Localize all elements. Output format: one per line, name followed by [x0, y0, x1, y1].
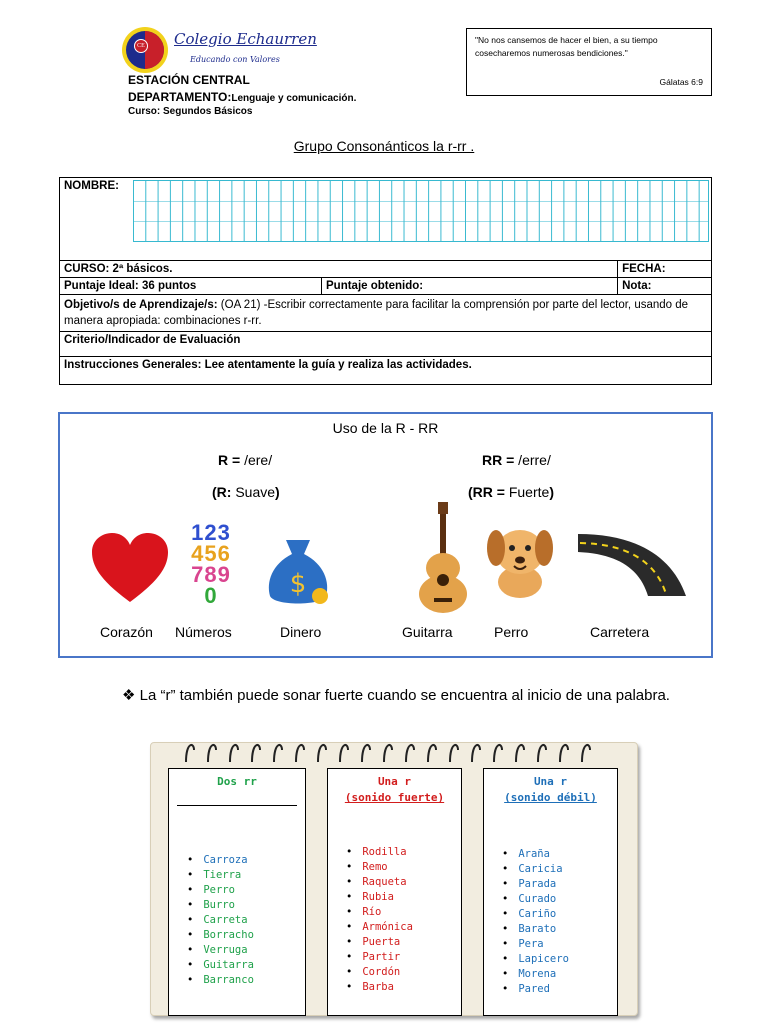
puntaje-obtenido-cell[interactable]: Puntaje obtenido: — [322, 278, 618, 295]
caption-corazon: Corazón — [100, 624, 153, 640]
list-item: • Guitarra — [187, 958, 254, 973]
column-una-r-debil — [483, 768, 618, 1016]
list-item: • Rubia — [346, 890, 413, 905]
money-bag-icon — [258, 530, 338, 610]
list-una-r-fuerte — [346, 845, 413, 995]
list-item: • Puerta — [346, 935, 413, 950]
instrucciones-cell: Instrucciones Generales: Lee atentamente la guía y realiza las actividades. — [60, 357, 712, 385]
caption-dinero: Dinero — [280, 624, 322, 640]
header-department: DEPARTAMENTO:Lenguaje y comunicación. — [128, 90, 357, 104]
school-logo — [122, 27, 168, 73]
column-debil-subtitle: (sonido débil) — [504, 791, 597, 804]
puntaje-ideal-cell: Puntaje Ideal: 36 puntos — [60, 278, 322, 295]
column-fuerte-title: Una r — [377, 775, 412, 788]
uso-r-rr-box — [58, 412, 713, 658]
caption-guitarra: Guitarra — [402, 624, 453, 640]
guitar-icon — [414, 502, 472, 614]
r-rule: R = /ere/ — [218, 452, 273, 468]
spiral-binding-icon — [180, 736, 606, 764]
road-icon — [576, 526, 688, 602]
list-item: • Barba — [346, 980, 413, 995]
list-item: • Morena — [502, 967, 569, 982]
svg-text:$: $ — [289, 569, 307, 599]
column-una-r-fuerte — [327, 768, 462, 1016]
nota-cell[interactable]: Nota: — [618, 278, 712, 295]
list-item: • Carreta — [187, 913, 254, 928]
column-fuerte-subtitle: (sonido fuerte) — [344, 791, 445, 804]
page-title: Grupo Consonánticos la r-rr . — [293, 138, 475, 154]
list-item: • Raqueta — [346, 875, 413, 890]
quote-reference: Gálatas 6:9 — [659, 77, 703, 87]
quote-box — [466, 28, 712, 96]
list-item: • Pera — [502, 937, 569, 952]
list-item: • Lapicero — [502, 952, 569, 967]
header-course: Curso: Segundos Básicos — [128, 106, 253, 117]
dog-icon — [478, 518, 562, 602]
list-item: • Barato — [502, 922, 569, 937]
list-item: • Burro — [187, 898, 254, 913]
school-motto: Educando con Valores — [190, 55, 280, 64]
school-name: Colegio Echaurren — [174, 30, 317, 48]
list-una-r-debil — [502, 847, 569, 997]
list-item: • Curado — [502, 892, 569, 907]
list-item: • Armónica — [346, 920, 413, 935]
curso-cell: CURSO: 2ª básicos. — [60, 261, 618, 278]
column-dos-rr-title: Dos rr — [217, 775, 257, 788]
list-item: • Perro — [187, 883, 254, 898]
list-item: • Pared — [502, 982, 569, 997]
list-item: • Borracho — [187, 928, 254, 943]
r-suave: (R: Suave) — [212, 484, 280, 500]
list-item: • Partir — [346, 950, 413, 965]
diamond-bullet-icon: ❖ — [122, 687, 136, 704]
list-item: • Río — [346, 905, 413, 920]
list-item: • Cordón — [346, 965, 413, 980]
fecha-cell[interactable]: FECHA: — [618, 261, 712, 278]
rr-fuerte: (RR = Fuerte) — [468, 484, 554, 500]
nombre-label: NOMBRE: — [60, 178, 712, 261]
quote-text: "No nos cansemos de hacer el bien, a su tiempo cosecharemos numerosas bendiciones." — [475, 35, 658, 58]
list-item: • Barranco — [187, 973, 254, 988]
list-item: • Remo — [346, 860, 413, 875]
caption-carretera: Carretera — [590, 624, 650, 640]
logo-initials: CE — [134, 39, 148, 53]
list-item: • Carroza — [187, 853, 254, 868]
column-divider — [177, 805, 297, 806]
column-dos-rr — [168, 768, 306, 1016]
heart-icon — [90, 532, 170, 604]
caption-perro: Perro — [494, 624, 529, 640]
rule-note: ❖ La “r” también puede sonar fuerte cuando se encuentra al inicio de una palabra. — [122, 687, 670, 704]
list-item: • Araña — [502, 847, 569, 862]
list-item: • Parada — [502, 877, 569, 892]
uso-title: Uso de la R - RR — [332, 420, 439, 436]
column-debil-title: Una r — [533, 775, 568, 788]
list-item: • Rodilla — [346, 845, 413, 860]
name-writing-grid[interactable] — [133, 180, 709, 242]
list-item: • Caricia — [502, 862, 569, 877]
numbers-icon: 123 456 789 0 — [191, 520, 231, 608]
header-station: ESTACIÓN CENTRAL — [128, 73, 250, 87]
list-item: • Tierra — [187, 868, 254, 883]
list-item: • Verruga — [187, 943, 254, 958]
rr-rule: RR = /erre/ — [482, 452, 551, 468]
list-dos-rr — [187, 853, 254, 988]
list-item: • Cariño — [502, 907, 569, 922]
objetivo-cell: Objetivo/s de Aprendizaje/s: (OA 21) -Escribir correctamente para facilitar la comprensión por parte del lector, usando de manera apropiada: combinaciones r-rr. — [60, 295, 712, 332]
criterio-cell: Criterio/Indicador de Evaluación — [60, 332, 712, 357]
caption-numeros: Números — [175, 624, 232, 640]
